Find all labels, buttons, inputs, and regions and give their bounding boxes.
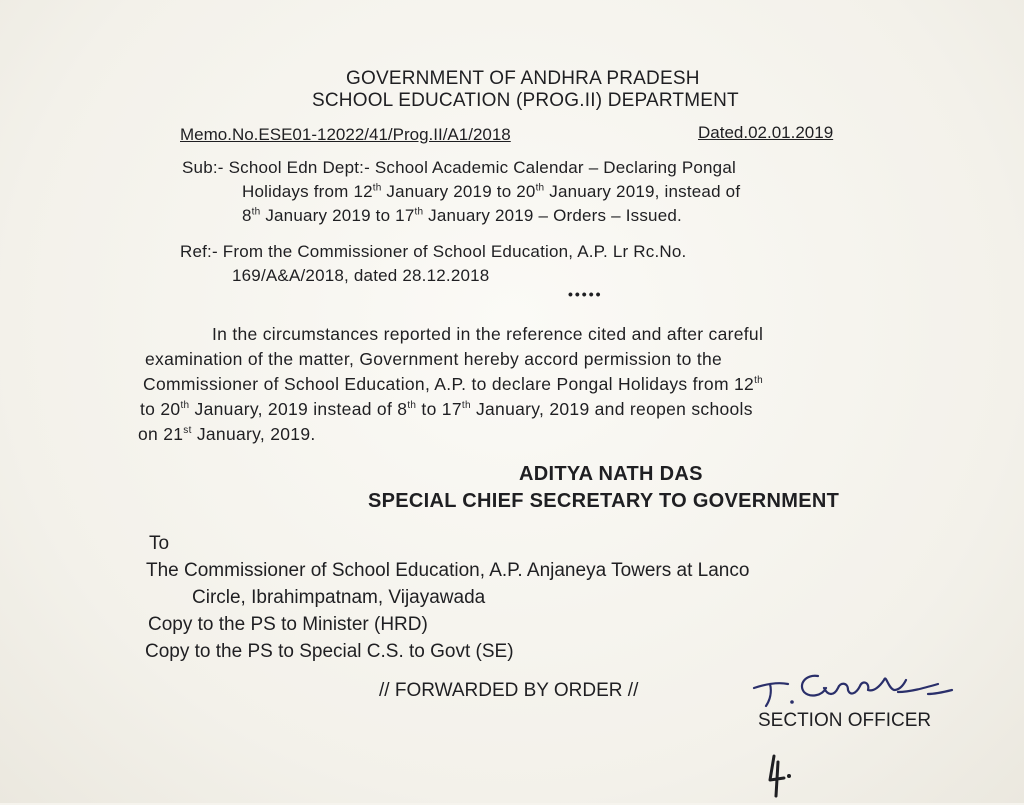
forwarded-by-order: // FORWARDED BY ORDER // — [379, 680, 639, 701]
section-officer: SECTION OFFICER — [758, 710, 932, 731]
subject-line-2: Holidays from 12th January 2019 to 20th January 2019, instead of — [242, 182, 741, 201]
body-line-1: In the circumstances reported in the reference cited and after careful — [212, 324, 764, 344]
address-line-2: Circle, Ibrahimpatnam, Vijayawada — [192, 587, 486, 608]
subject-line-1 — [182, 158, 736, 178]
header-department: SCHOOL EDUCATION (PROG.II) DEPARTMENT — [312, 90, 739, 111]
signatory-title: SPECIAL CHIEF SECRETARY TO GOVERNMENT — [368, 490, 840, 512]
initial-mark — [762, 752, 802, 805]
address-line-1: The Commissioner of School Education, A.P. Anjaneya Towers at Lanco — [146, 560, 750, 581]
body-line-4: to 20th January, 2019 instead of 8th to 17th January, 2019 and reopen schools — [140, 399, 753, 419]
memo-number: Memo.No.ESE01-12022/41/Prog.II/A1/2018 — [180, 125, 511, 144]
body-line-5: on 21st January, 2019. — [138, 424, 316, 444]
subject-line-3: 8th January 2019 to 17th January 2019 – Orders – Issued. — [242, 206, 682, 225]
body-line-3: Commissioner of School Education, A.P. to declare Pongal Holidays from 12th — [143, 374, 764, 394]
header-government: GOVERNMENT OF ANDHRA PRADESH — [346, 68, 700, 89]
subject-text-1: School Edn Dept:- School Academic Calendar – Declaring Pongal — [228, 158, 736, 177]
copy-to-minister: Copy to the PS to Minister (HRD) — [148, 614, 428, 635]
reference-line-2: 169/A&A/2018, dated 28.12.2018 — [232, 266, 490, 285]
address-to: To — [149, 533, 170, 554]
reference-label: Ref:- — [180, 242, 218, 261]
reference-line-1: Ref:- From the Commissioner of School Education, A.P. Lr Rc.No. — [180, 242, 687, 261]
memo-date: Dated.02.01.2019 — [698, 123, 834, 142]
subject-label: Sub:- — [182, 158, 224, 177]
separator-dots: ••••• — [568, 286, 603, 302]
body-line-2: examination of the matter, Government hereby accord permission to the — [145, 349, 723, 369]
signatory-name: ADITYA NATH DAS — [519, 463, 703, 485]
copy-to-special-cs: Copy to the PS to Special C.S. to Govt (SE) — [145, 641, 514, 662]
handwritten-signature — [748, 662, 958, 712]
